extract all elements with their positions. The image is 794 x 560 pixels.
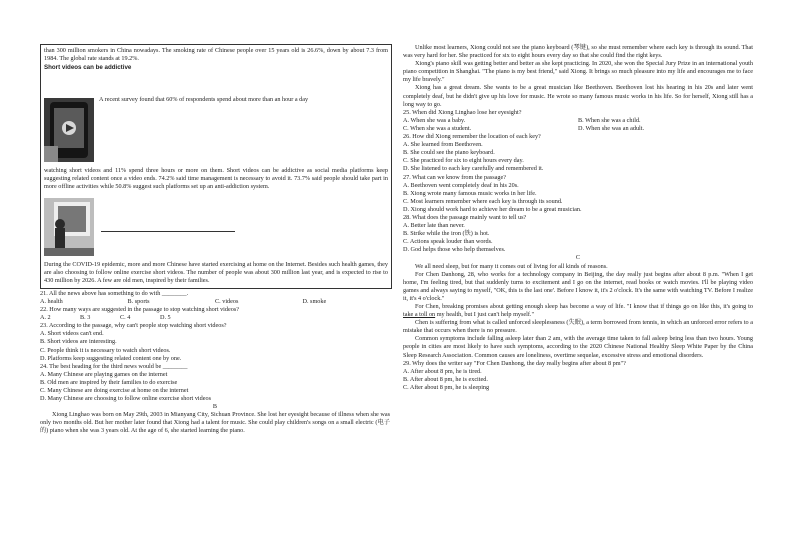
question-25-options-row-1 [403, 117, 753, 125]
option: D. smoke [302, 297, 327, 305]
option: C. videos [215, 297, 239, 305]
option: D. When she was an adult. [578, 124, 645, 132]
passage-b-paragraph-4: Xiong has a great dream. She wants to be a great musician like Beethoven. Beethoven lost his hearing in his 20s and later went completely deaf, but he didn't give up his love for music. He wrote so many famous music works in his life. So for herself, Xiong still has a long way to go. [403, 84, 753, 108]
right-column [403, 44, 753, 392]
question-25: 25. When did Xiong Linghao lose her eyesight? [403, 108, 522, 116]
option: A. Better late than never. [403, 222, 465, 230]
question-23: 23. According to the passage, why can't people stop watching short videos? [40, 322, 227, 330]
section-c-label: C [575, 254, 581, 262]
option: B. 3 [80, 314, 91, 322]
section-b-label: B [212, 403, 218, 411]
option: B. She could see the piano keyboard. [403, 149, 495, 157]
news-item-3 [44, 196, 388, 285]
option: C. She practiced for six to eight hours every day. [403, 157, 524, 165]
question-28: 28. What does the passage mainly want to tell us? [403, 213, 527, 221]
option: A. When she was a baby. [403, 116, 466, 124]
questions-21-24 [40, 290, 390, 436]
passage-b-paragraph-1: Xiong Linghao was born on May 29th, 2003 in Mianyang City, Sichuan Province. She lost her eyesight because of illness when she was only two months old. But her mother later found that Xiong had a talent for music. She could play children's songs on a small electric (电子的) piano when she was 3 years old. At the age of 6, she started learning the piano. [40, 411, 390, 435]
phone-video-photo [44, 98, 94, 162]
option: C. When she was a student. [403, 124, 472, 132]
option: B. Xiong wrote many famous music works in her life. [403, 189, 537, 197]
option: D. God helps those who help themselves. [403, 246, 506, 254]
option: D. 5 [160, 314, 171, 322]
news-box [40, 44, 392, 289]
option: C. Actions speak louder than words. [403, 238, 493, 246]
option: C. Many Chinese are doing exercise at home on the internet [40, 386, 189, 394]
question-22-options [40, 314, 200, 322]
question-27: 27. What can we know from the passage? [403, 173, 506, 181]
option: A. Short videos can't end. [40, 330, 104, 338]
passage-c-paragraph-5: Common symptoms include falling asleep later than 2 am, with the average time taken to fall asleep being less than two hours. Young people in cities are most likely to have such symptoms, according to the 2020 Chinese National Healthy Sleep White Paper by the China Sleep Research Association. Common causes are loneliness, overtime sequelae, excessive stress and emotional disorders. [403, 335, 753, 359]
news-item-2 [44, 96, 388, 191]
question-25-options-row-2 [403, 125, 753, 133]
option: D. Many Chinese are choosing to follow online exercise short videos [40, 395, 211, 403]
option: B. When she was a child. [578, 116, 641, 124]
option: B. sports [127, 297, 150, 305]
question-22: 22. How many ways are suggested in the passage to stop watching short videos? [40, 306, 239, 314]
option: A. health [40, 297, 63, 305]
option: A. Beethoven went completely deaf in his 20s. [403, 181, 519, 189]
option: C. People think it is necessary to watch short videos. [40, 346, 171, 354]
underlined-phrase: take a toll on [403, 311, 436, 319]
option: C. After about 8 pm, he is sleeping [403, 383, 490, 391]
passage-c-paragraph-1: We all need sleep, but for many it comes out of living for all kinds of reasons. [415, 262, 608, 270]
option: D. Xiong should work hard to achieve her dream to be a great musician. [403, 205, 582, 213]
news-paragraph-3: During the COVID-19 epidemic, more and more Chinese have started exercising at home on the Internet. Besides such health games, they are also choosing to follow online exercise short videos. The number of people was about 300 million last year, and is expected to rise to 430 million by 2026. A few are old men, inspired by their families. [44, 260, 388, 284]
news-paragraph-1: than 300 million smokers in China nowadays. The smoking rate of Chinese people over 15 years old is 26.6%, down by about 7.3 from 1984. The global rate stands at 19.2%. [44, 47, 388, 63]
question-21: 21. All the news above has something to do with ________. [40, 289, 189, 297]
passage-b-paragraph-3: Xiong's piano skill was getting better and better as she kept practicing. In 2020, she won the Special Jury Prize in an international youth piano competition in Shanghai. "The piano is my best friend," said Xiong. It brings so much pleasure into my life and encourages me to face my life bravely." [403, 60, 753, 84]
passage-c-paragraph-2: For Chen Danhong, 28, who works for a technology company in Beijing, the day really just begins after about 8 p.m. "When I get home, I'm feeling tired, but that suddenly turns to excitement and I go on the internet, read books or watch movies. I'll be playing video games and always saying to myself, "OK, this is the last one'. Before I know it, it's 2 o'clock. It's the same with watching TV. Before I realize it, it's 4 o'clock." [403, 270, 753, 302]
question-29: 29. Why does the writer say "For Chen Danhong, the day really begins after about 8 pm"? [403, 359, 626, 367]
option: D. Platforms keep suggesting related content one by one. [40, 354, 182, 362]
question-26: 26. How did Xiong remember the location of each key? [403, 133, 541, 141]
option: B. After about 8 pm, he is excited. [403, 375, 488, 383]
option: B. Strike while the iron (铁) is hot. [403, 230, 490, 238]
question-21-options [40, 298, 390, 306]
option: D. She listened to each key carefully and remembered it. [403, 165, 544, 173]
news-paragraph-2a: A recent survey found that 60% of respondents spend about more than an hour a day [99, 96, 309, 104]
text-segment: my health, but I just can't help myself." [435, 311, 534, 319]
heading-blank-line [101, 231, 235, 232]
text-segment: For Chen, breaking promises about getting enough sleep has become a way of life. "I know that if things go on like this, it's going to [415, 303, 753, 310]
question-24: 24. The best heading for the third news would be ________ [40, 362, 188, 370]
news-paragraph-2b: watching short videos and 11% spend three hours or more on them. Short videos can be addictive as social media platforms keep suggesting related content once a video ends. 74.2% said time management is necessary to avoid it. 73.7% said people should take part in more offline activities while 50.8% suggest such platforms set up an anti-addiction system. [44, 167, 388, 191]
option: A. After about 8 pm, he is tired. [403, 367, 482, 375]
passage-b-paragraph-2: Unlike most learners, Xiong could not see the piano keyboard (琴键), so she must remember where each key is through its sound. That was very hard for her. She practiced for six to eight hours every day so that she could find the right keys. [403, 44, 753, 60]
option: A. She learned from Beethoven. [403, 141, 483, 149]
option: B. Old men are inspired by their families to do exercise [40, 378, 178, 386]
option: C. Most learners remember where each key is through its sound. [403, 197, 563, 205]
left-column [40, 44, 390, 436]
option: B. Short videos are interesting. [40, 338, 117, 346]
option: A. 2 [40, 314, 51, 322]
home-exercise-photo [44, 198, 94, 256]
option: A. Many Chinese are playing games on the internet [40, 370, 168, 378]
news-heading-2: Short videos can be addictive [44, 64, 132, 72]
passage-c-paragraph-3 [403, 303, 753, 319]
passage-c-paragraph-4: Chen is suffering from what is called unforced sleeplessness (失眠), a term borrowed from tennis, in which an unforced error refers to a mistake that occurs when there is no pressure. [403, 319, 753, 335]
option: C. 4 [120, 314, 131, 322]
